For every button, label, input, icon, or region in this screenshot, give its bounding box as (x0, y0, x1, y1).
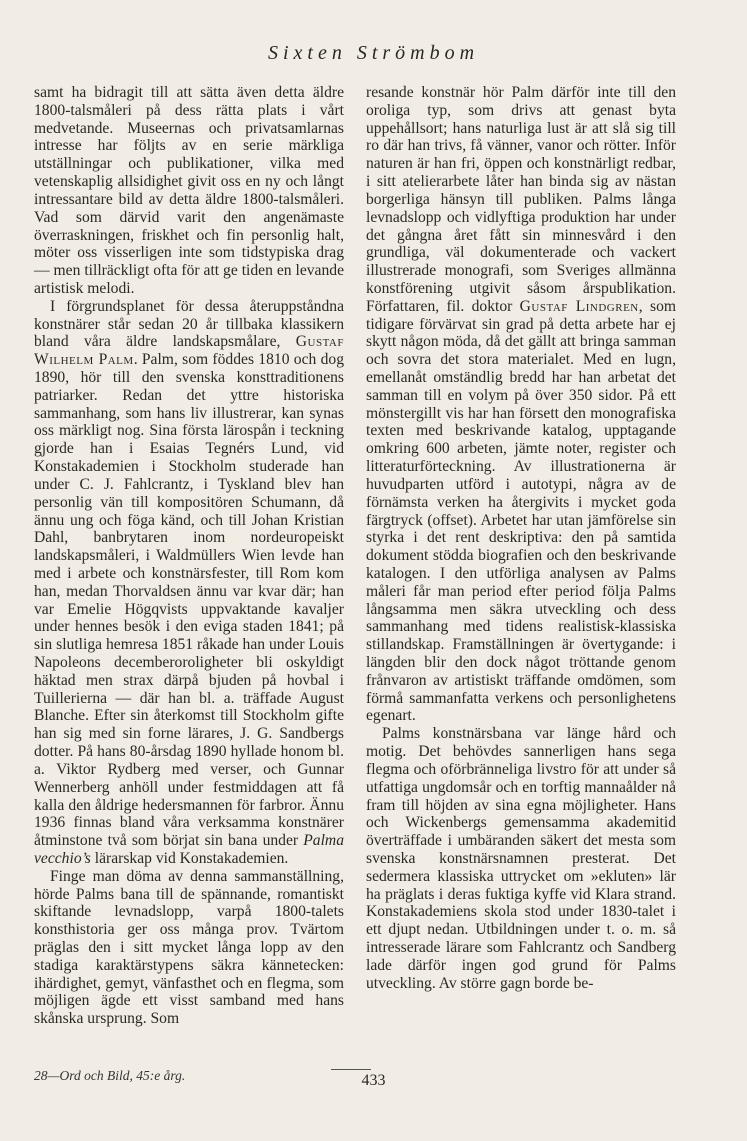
paragraph (34, 84, 344, 298)
paragraph (366, 725, 676, 992)
person-name: Gustaf Lindgren (519, 297, 639, 315)
left-column (34, 84, 344, 1028)
paragraph-text: resande konstnär hör Palm därför inte till den oroliga typ, som drivs att genast byta uppehållsort; hans naturliga lust är att slå sig till ro där han trivs, få vänner, vanor och rötter. Inför naturen är han fri, öppen och konstnärligt redbar, i sitt atelierarbete låter han binda sig av nästan borgerliga hänsyn till publiken. Palms långa levnadslopp och vidlyftiga produktion har under det gångna året fått sin minnesvård i den grundliga, väl dokumenterade och vackert illustrerade monografi, som Sveriges allmänna konstförening utgivit såsom årspublikation. Författaren, fil. doktor (366, 84, 676, 315)
paragraph (34, 868, 344, 1028)
paragraph-text: Finge man döma av denna sammanställning, hörde Palms bana till de spännande, romantiskt skiftande levnadslopp, varpå 1800-talets konsthistoria ger oss många prov. Tvärtom präglas den i sitt mycket långa lopp av den stadiga karaktärstypens säkra kännetecken: ihärdighet, gemyt, vänfasthet och en flegma, som möjligen ägde ett visst samband med hans skånska ursprung. Som (34, 867, 344, 1028)
paragraph (34, 298, 344, 868)
signature-mark: 28—Ord och Bild, 45:e årg. (34, 1068, 186, 1083)
paragraph-text: , som tidigare förvärvat sin grad på detta arbete har ej skytt någon möda, då det gällt att bringa samman och sovra det stora materialet. Med en lugn, emellanåt omständlig bredd har han arbetat det samman till en volym på över 350 sidor. På ett mönstergillt vis har han försett den monografiska texten med beskrivande katalog, upptagande omkring 600 arbeten, jämte noter, register och litteraturförteckning. Av illustrationerna är huvudparten utförd i autotypi, några av de förnämsta verken ha återgivits i mycket goda färgtryck (offset). Arbetet har utan jämförelse sin styrka i det rent deskriptiva: den på samtida dokument stödda biografien och den beskrivande katalogen. I den utförliga analysen av Palms måleri får man period efter period följa Palms långsamma men säkra utveckling och dess sammanhang med tidens realistisk-klassiska stillandskap. Framställningen är övertygande: i längden blir den dock något tröttande genom frånvaron av artistiskt träffande omdömen, som förmå sammanfatta verkens och personlighetens egenart. (366, 297, 676, 725)
running-head: Sixten Strömbom (267, 42, 480, 64)
folio-rule (331, 1069, 371, 1070)
paragraph (366, 84, 676, 725)
italic-text: Palma vecchio’s (34, 832, 344, 867)
paragraph-text: I förgrundsplanet för dessa återuppståndna konstnärer står sedan 20 år tillbaka klassikern bland våra äldre landskapsmålare, (34, 297, 344, 351)
paragraph-text: . Palm, som föddes 1810 och dog 1890, hör till den svenska konsttraditionens patriarker. Redan det yttre historiska sammanhang, som hans liv illustrerar, kan synas oss märkligt nog. Sina första lärospån i teckning gjorde han i Esaias Tegnérs Lund, vid Konstakademien i Stockholm studerade han under C. J. Fahlcrantz, i Tyskland blev han personlig vän till kompositören Schumann, då ännu ung och föga känd, och till Johan Kristian Dahl, banbrytaren inom nordeuropeiskt landskapsmåleri, i Waldmüllers Wien levde han med i arbete och konstnärsfester, till Rom kom han, medan Thorvaldsen ännu var kvar där; han var Emelie Högqvists uppvaktande kavaljer under hennes besök i den eviga staden 1841; på sin slutliga hemresa 1851 råkade han under Louis Napoleons decemberoroligheter bli oskyldigt häktad men strax därpå bjuden på hovbal i Tuillerierna — där han bl. a. träffade August Blanche. Efter sin återkomst till Stockholm gifte han sig med sin forne lärares, J. G. Sandbergs dotter. På hans 80-årsdag 1890 hyllade honom bl. a. Viktor Rydberg med verser, och Gunnar Wennerberg anhöll under festmiddagen att få kalla den åldrige hedersmannen för farbror. Ännu 1936 finnas bland våra verksamma konstnärer åtminstone två som börjat sin bana under (34, 351, 345, 850)
paragraph-text: samt ha bidragit till att sätta även detta äldre 1800-talsmåleri på dess rätta plats i vårt medvetande. Museernas och privatsamlarnas intresse har följts av en serie märkliga utställningar och publikationer, vilka med vetenskaplig allsidighet givit oss en ny och långt intressantare bild av detta äldre 1800-talsmåleri. Vad som därvid varit den angenämaste överraskningen, friskhet och fin personlig halt, möter oss visserligen inte som tidstypiska drag — men tillräckligt ofta för att ge tiden en levande artistisk melodi. (34, 84, 344, 297)
person-name: Gustaf Wilhelm Palm (34, 333, 344, 369)
right-column (366, 84, 676, 992)
page-number: 433 (361, 1072, 386, 1089)
paragraph-text: Palms konstnärsbana var länge hård och motig. Det behövdes sannerligen hans sega flegma och oförbränneliga livstro för att under så utfattiga ungdomsår och en torftig mannaålder nå fram till höjden av sina egna möjligheter. Hans och Wickenbergs gemensamma akademitid överträffade i umbäranden säkert det mesta som svenska konstnärsnamnen presterat. Det sedermera klassiska uttrycket om »ekluten» lär ha präglats i deras fuktiga kyffe vid Klara strand. Konstakademiens skola stod under 1830-talet i ett djupt nedan. Utbildningen under t. o. m. så intresserade lärare som Fahlcrantz och Sandberg lade därför ingen god grund för Palms utveckling. Av större gagn borde be- (366, 725, 676, 992)
paragraph-text: lärarskap vid Konstakademien. (90, 849, 289, 867)
